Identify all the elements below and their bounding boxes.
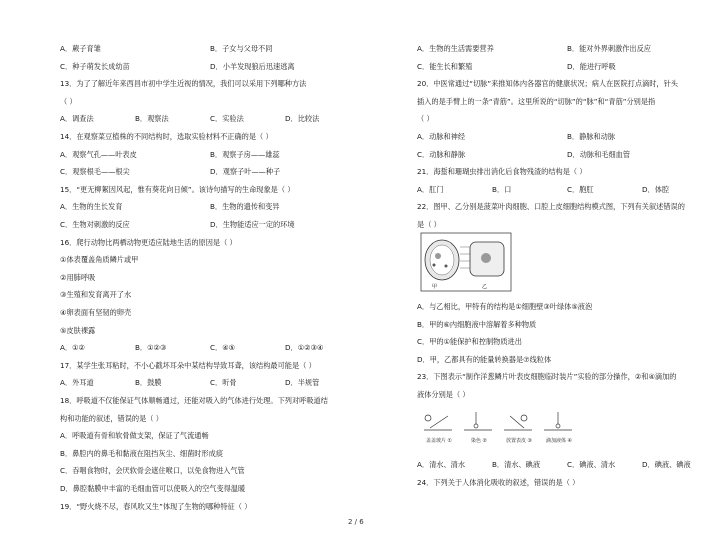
option-b: B．能对外界刺激作出反应 [567, 44, 651, 53]
question-line: 16．爬行动物比两栖动物更适应陆地生活的原因是（ ） [60, 237, 237, 247]
option-a: A．清水、清水 [417, 460, 466, 469]
option-b: B．观察法 [135, 114, 169, 124]
option-b: B．生物的遗传和变异 [210, 202, 280, 212]
question-line: ③生殖和发育离开了水 [60, 290, 132, 300]
page-number: 2 / 6 [348, 518, 364, 526]
question-line: D．鼻腔黏膜中丰富的毛细血管可以使吸入的空气变得温暖 [60, 484, 246, 493]
option-b: B．①②③ [135, 343, 167, 353]
question-line: ②用肺呼吸 [60, 272, 96, 282]
option-b: D．小羊发现狼后迅速逃离 [210, 61, 295, 71]
option-a: A．生物的生长发育 [60, 202, 123, 212]
option-d: D．比较法 [285, 114, 320, 124]
option-b: D．能进行呼吸 [567, 61, 616, 71]
cell-diagram [420, 232, 512, 292]
option-a: A．调查法 [60, 114, 94, 124]
option-a: C．种子萌发长成幼苗 [60, 61, 130, 71]
option-a: A．观察气孔——叶表皮 [60, 149, 137, 159]
question-line: A．呼吸道有骨和软骨做支架，保证了气流通畅 [60, 431, 209, 441]
option-b: B．静脉和动脉 [567, 132, 616, 141]
procedure-diagram [420, 410, 580, 452]
option-b: D．动脉和毛细血管 [567, 149, 631, 159]
question-line: 23．下图表示“制作洋葱鳞片叶表皮细胞临时装片”实验的部分操作，②和④滴加的 [417, 372, 677, 382]
question-line: 18．呼吸道不仅能保证气体顺畅通过，还能对吸入的气体进行处理。下列对呼吸道结 [60, 396, 328, 405]
option-c: C．听骨 [210, 378, 237, 388]
question-line: ①体表覆盖角质鳞片或甲 [60, 255, 139, 265]
question-line: 15．“更无柳絮因风起，惟有葵花向日倾”。该诗句描写的生命现象是（ ） [60, 184, 295, 194]
option-b: B．观察子房——雄蕊 [210, 149, 280, 159]
label-jia: 甲 [432, 284, 438, 290]
label-yi: 乙 [482, 284, 488, 290]
option-b: B．清水、碘液 [492, 460, 541, 469]
question-line: 插入的是手臂上的一条“青筋”。这里所说的“切脉”的“脉”和“青筋”分别是指 [417, 96, 656, 106]
question-line: 22．图甲、乙分别是菠菜叶肉细胞、口腔上皮细胞结构模式图，下列有关叙述错误的 [417, 202, 685, 212]
question-line: C．甲的①能保护和控制物质进出 [417, 337, 522, 347]
question-line: 20．中医常通过“切脉”来推知体内各器官的健康状况；病人在医院打点滴时，针头 [417, 79, 678, 89]
option-c: C．④⑤ [210, 343, 236, 353]
option-b: B．子女与父母不同 [210, 44, 273, 53]
step-label: 滴加液体 ④ [545, 438, 573, 444]
question-line: （ ） [417, 114, 434, 124]
option-c: C．碘液、清水 [567, 460, 616, 469]
question-line: 24．下列关于人体消化吸收的叙述，错误的是（ ） [417, 477, 580, 487]
question-line: D．甲，乙都具有的能量转换器是⑦线粒体 [417, 354, 552, 364]
option-b: D．观察子叶——种子 [210, 167, 281, 177]
step-label: 染色 ② [470, 438, 488, 444]
question-line: A．与乙相比，甲特有的结构是①细胞壁③叶绿体⑤液泡 [417, 302, 593, 311]
option-c: C．胞肛 [567, 184, 594, 194]
option-b: D．生物能适应一定的环境 [210, 220, 295, 229]
question-line: 17．某学生张耳粘时，不小心戳坏耳朵中某结构导致耳聋，该结构最可能是（ ） [60, 360, 316, 370]
question-line: 21．海蜇和珊瑚虫排出消化后食物残渣的结构是（ ） [417, 167, 587, 177]
option-c: C．实验法 [210, 114, 244, 124]
question-line: （ ） [60, 96, 77, 106]
question-line: 是（ ） [417, 220, 441, 229]
question-line: ④卵表面有坚韧的卵壳 [60, 308, 132, 317]
question-line: 13．为了了解近年来西昌市初中学生近视的情况，我们可以采用下列哪种方法 [60, 79, 307, 89]
option-b: B．口 [492, 184, 512, 194]
option-a: A．生物的生活需要营养 [417, 44, 494, 53]
option-d: D．半规管 [285, 378, 320, 388]
option-a: C．动脉和静脉 [417, 149, 466, 159]
option-b: B．鼓膜 [135, 378, 162, 388]
option-a: A．蕨子育雏 [60, 44, 101, 53]
option-d: D．体腔 [642, 184, 670, 194]
option-a: A．外耳道 [60, 378, 94, 388]
option-a: C．能生长和繁殖 [417, 61, 473, 71]
step-label: 放置表皮 ③ [505, 438, 533, 444]
option-a: C．观察根毛——根尖 [60, 167, 130, 177]
option-d: D．①②③④ [285, 343, 324, 353]
question-line: 液体分别是（ ） [417, 390, 470, 399]
question-line: C．吞咽食物时，会厌软骨会遮住喉口，以免食物进入气管 [60, 466, 245, 476]
option-d: D．碘液、碘液 [642, 460, 691, 469]
question-line: B．甲的⑥内细胞液中溶解着多种物质 [417, 319, 537, 329]
question-line: B．鼻腔内的鼻毛和黏液在阻挡灰尘、细菌时形成痰 [60, 448, 224, 458]
question-line: ⑤皮肤裸露 [60, 325, 96, 335]
option-a: A．动脉和神经 [417, 132, 466, 141]
option-a: C．生物对刺激的反应 [60, 220, 130, 229]
option-a: A．①② [60, 343, 85, 353]
step-label: 盖盖玻片 ① [425, 438, 453, 444]
question-line: 14．在观察菜豆植株的不同结构时，选取实验材料不正确的是（ ） [60, 132, 273, 141]
question-line: 19．“野火烧不尽，春风吹又生”体现了生物的哪种特征（ ） [60, 501, 252, 511]
question-line: 构和功能的叙述，错误的是（ ） [60, 413, 163, 423]
option-a: A．肛门 [417, 184, 444, 194]
